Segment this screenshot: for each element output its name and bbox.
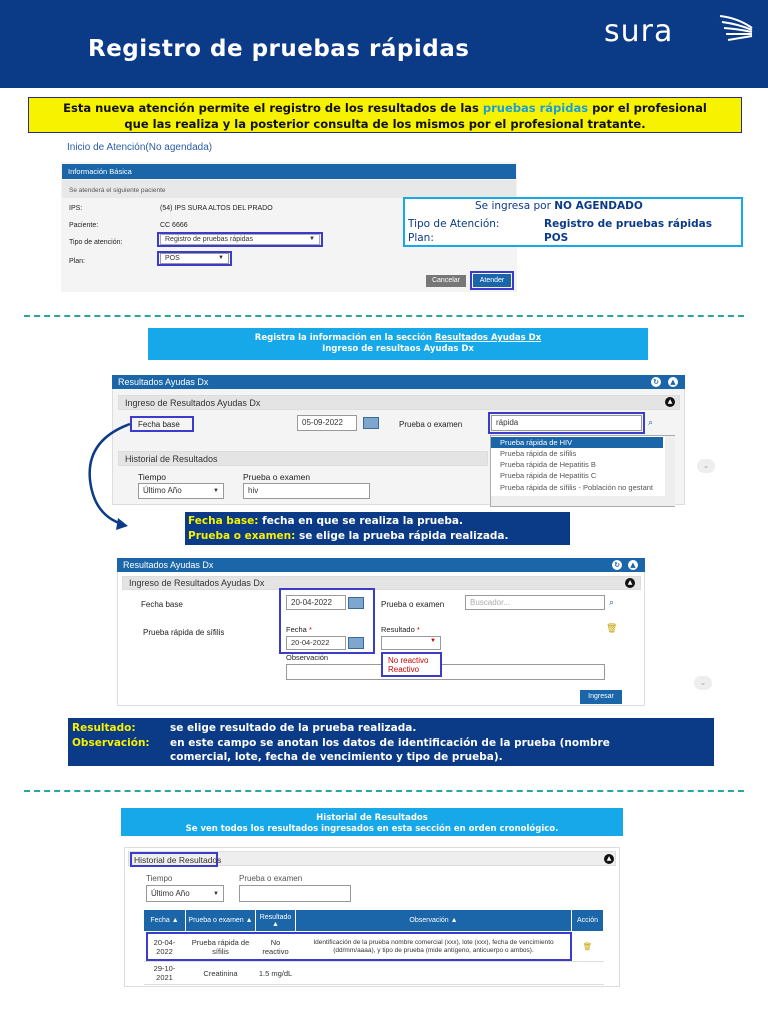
step2-panel-title: Resultados Ayudas Dx bbox=[112, 375, 685, 389]
callout-heading bbox=[475, 200, 643, 212]
intro-text-2: por el profesional bbox=[588, 101, 707, 115]
col-resultado[interactable]: Resultado ▲ bbox=[256, 910, 296, 932]
hist-collapse-icon[interactable]: ▲ bbox=[604, 854, 614, 864]
type-select[interactable] bbox=[160, 234, 320, 245]
step4-label-line2: Se ven todos los resultados ingresados en esta sección en orden cronológico. bbox=[185, 824, 559, 834]
plan-chevron-down-icon: ▼ bbox=[218, 255, 224, 261]
dropdown-scrollbar[interactable] bbox=[665, 436, 675, 496]
step1-panel-title: Información Básica bbox=[62, 164, 516, 179]
type-label: Tipo de atención: bbox=[69, 239, 123, 246]
row1-obs bbox=[296, 962, 572, 985]
row1-resultado: 1.5 mg/dL bbox=[256, 962, 296, 985]
note-val-obs-2: comercial, lote, fecha de vencimiento y tipo de prueba). bbox=[170, 751, 503, 763]
note-val-resultado: se elige resultado de la prueba realizada. bbox=[170, 722, 417, 734]
row-highlight bbox=[146, 932, 572, 961]
collapse-icon[interactable]: ▲ bbox=[668, 377, 678, 387]
row0-obs: Identificación de la prueba nombre comercial (xxx), lote (xxx), fecha de vencimiento (dd/mm/aaaa), y tipo de prueba (mide antígeno, anticuerpo o ambos). bbox=[296, 932, 572, 962]
plan-select-value: POS bbox=[165, 255, 180, 262]
note-key-fecha: Fecha base: bbox=[188, 515, 259, 527]
col-fecha[interactable]: Fecha ▲ bbox=[144, 910, 186, 932]
s3-prueba-input[interactable]: Buscador... bbox=[465, 595, 605, 610]
note-val-fecha: fecha en que se realiza la prueba. bbox=[258, 515, 463, 527]
prueba2-input[interactable]: hiv bbox=[243, 483, 370, 499]
col-observacion-label: Observación bbox=[409, 917, 449, 924]
s3-obs-input[interactable] bbox=[286, 664, 605, 680]
tiempo-chevron-down-icon: ▼ bbox=[213, 488, 219, 494]
s4-tiempo-label: Tiempo bbox=[146, 874, 173, 883]
row1-prueba: Creatinina bbox=[186, 962, 256, 985]
scroll-down-icon-2[interactable]: ⌄ bbox=[694, 676, 712, 690]
row0-action[interactable] bbox=[572, 932, 604, 962]
tiempo-value: Último Año bbox=[143, 486, 182, 495]
prueba-dropdown bbox=[490, 435, 675, 507]
tiempo-label: Tiempo bbox=[138, 472, 167, 482]
scroll-down-icon[interactable]: ⌄ bbox=[697, 459, 715, 473]
callout-heading-bold: NO AGENDADO bbox=[554, 200, 643, 212]
col-prueba-label: Prueba o examen bbox=[188, 917, 244, 924]
step2-label-line2: Ingreso de resultaos Ayudas Dx bbox=[322, 344, 474, 354]
page-title: Registro de pruebas rápidas bbox=[88, 36, 470, 62]
type-chevron-down-icon: ▼ bbox=[309, 236, 315, 242]
dropdown-option-2[interactable]: Prueba rápida de Hepatitis B bbox=[500, 460, 596, 469]
table-header-row bbox=[144, 910, 604, 932]
ips-value: (54) IPS SURA ALTOS DEL PRADO bbox=[160, 205, 273, 212]
note-val-prueba: se elige la prueba rápida realizada. bbox=[295, 530, 509, 542]
resultado-option-0[interactable]: No reactivo bbox=[388, 656, 429, 665]
ips-label: IPS: bbox=[69, 205, 83, 212]
intro-text-3: que las realiza y la posterior consulta de los mismos por el profesional tratante. bbox=[124, 117, 646, 131]
step1-callout bbox=[403, 197, 743, 247]
s4-prueba-label: Prueba o examen bbox=[239, 874, 303, 883]
dropdown-option-4[interactable]: Prueba rápida de sífilis - Población no gestant bbox=[500, 483, 654, 492]
plan-label: Plan: bbox=[69, 258, 85, 265]
patient-label: Paciente: bbox=[69, 222, 99, 229]
sura-logo bbox=[604, 12, 754, 52]
dropdown-option-0[interactable]: Prueba rápida de HIV bbox=[491, 437, 663, 448]
step1-page-title: Inicio de Atención(No agendada) bbox=[67, 142, 213, 153]
callout-heading-pre: Se ingresa por bbox=[475, 200, 555, 212]
s3-obs-label: Observación bbox=[286, 653, 329, 662]
s3-fecha-input[interactable]: 20-04-2022 bbox=[286, 636, 346, 650]
col-resultado-label: Resultado bbox=[259, 913, 292, 921]
patient-value: CC 6666 bbox=[160, 222, 188, 229]
row0-trash-icon[interactable]: 🗑 bbox=[582, 942, 593, 951]
callout-row1-label: Tipo de Atención: bbox=[408, 218, 500, 230]
sub-collapse-icon[interactable]: ▲ bbox=[665, 397, 675, 407]
calendar-icon-3[interactable] bbox=[348, 637, 364, 649]
intro-text-1: Esta nueva atención permite el registro de los resultados de las bbox=[63, 101, 483, 115]
step4-hist-title: Historial de Resultados bbox=[134, 855, 222, 865]
row1-action bbox=[572, 962, 604, 985]
col-accion-label: Acción bbox=[576, 917, 598, 924]
row0-prueba: Prueba rápida de sífilis bbox=[186, 932, 256, 962]
intro-banner bbox=[28, 97, 742, 133]
logo-wing-icon bbox=[718, 12, 754, 46]
divider-1 bbox=[24, 315, 744, 317]
note-key-resultado: Resultado: bbox=[72, 722, 136, 734]
callout-row2-value: POS bbox=[544, 232, 569, 244]
table-row bbox=[144, 962, 604, 985]
intro-highlight: pruebas rápidas bbox=[482, 101, 589, 115]
prueba-input[interactable]: rápida bbox=[491, 415, 642, 431]
step4-label bbox=[121, 808, 623, 836]
fecha-base-input[interactable]: 05-09-2022 bbox=[297, 415, 357, 431]
note-key-obs: Observación: bbox=[72, 737, 150, 749]
step2-note bbox=[185, 512, 570, 545]
s3-prueba-label: Prueba o examen bbox=[381, 600, 445, 609]
submit-button[interactable]: Ingresar bbox=[580, 690, 622, 704]
calendar-icon-2[interactable] bbox=[348, 597, 364, 609]
resultado-chevron-down-icon: ▼ bbox=[430, 638, 436, 644]
calendar-icon[interactable] bbox=[363, 417, 379, 429]
resultado-options-highlight bbox=[381, 652, 442, 677]
step2-label-link: Resultados Ayudas Dx bbox=[434, 333, 542, 343]
s3-resultado-select[interactable] bbox=[381, 636, 441, 650]
sub-collapse-icon-2[interactable]: ▲ bbox=[625, 578, 635, 588]
s3-resultado-label-text: Resultado bbox=[381, 625, 415, 634]
s3-fecha-base-label: Fecha base bbox=[141, 600, 183, 609]
callout-row1-value: Registro de pruebas rápidas bbox=[544, 218, 712, 230]
s3-fecha-label: Fecha * bbox=[286, 625, 312, 634]
type-select-value: Registro de pruebas rápidas bbox=[165, 236, 253, 243]
step3-panel-title: Resultados Ayudas Dx bbox=[117, 558, 645, 572]
trash-icon[interactable]: 🗑 bbox=[606, 624, 618, 634]
curved-arrow-icon bbox=[84, 420, 144, 535]
s3-test-name: Prueba rápida de sífilis bbox=[143, 628, 225, 637]
divider-2 bbox=[24, 790, 744, 792]
tiempo-select[interactable] bbox=[138, 483, 224, 499]
s3-fecha-label-text: Fecha bbox=[286, 625, 307, 634]
search-icon-2[interactable]: ⌕ bbox=[609, 598, 615, 608]
s4-tiempo-value: Último Año bbox=[151, 889, 190, 898]
note-val-obs: en este campo se anotan los datos de identificación de la prueba (nombre bbox=[170, 737, 610, 749]
attend-button[interactable]: Atender bbox=[473, 274, 511, 287]
step3-note bbox=[68, 718, 714, 766]
col-fecha-label: Fecha bbox=[150, 917, 170, 924]
prueba2-label: Prueba o examen bbox=[243, 472, 311, 482]
row0-fecha: 20-04-2022 bbox=[144, 932, 186, 962]
col-prueba[interactable]: Prueba o examen ▲ bbox=[186, 910, 256, 932]
dropdown-hscrollbar[interactable] bbox=[491, 496, 675, 506]
collapse-icon-2[interactable]: ▲ bbox=[628, 560, 638, 570]
step2-sub-title: Ingreso de Resultados Ayudas Dx bbox=[118, 395, 680, 410]
row1-fecha: 29-10-2021 bbox=[144, 962, 186, 985]
step2-label-pre: Registra la información en la sección bbox=[254, 333, 435, 343]
s4-tiempo-select[interactable] bbox=[146, 885, 224, 902]
step1-notice: Se atenderá el siguiente paciente bbox=[69, 187, 166, 194]
refresh-icon-2[interactable]: ↻ bbox=[612, 560, 622, 570]
logo-text: sura bbox=[604, 14, 674, 49]
dropdown-option-1[interactable]: Prueba rápida de sífilis bbox=[500, 449, 577, 458]
resultado-option-1[interactable]: Reactivo bbox=[388, 665, 420, 674]
step4-label-line1: Historial de Resultados bbox=[316, 813, 428, 823]
col-observacion[interactable]: Observación ▲ bbox=[296, 910, 572, 932]
col-accion bbox=[572, 910, 604, 932]
s3-fecha-base-input[interactable]: 20-04-2022 bbox=[286, 595, 346, 610]
cancel-button[interactable]: Cancelar bbox=[426, 275, 466, 287]
step2-hist-title: Historial de Resultados bbox=[118, 451, 488, 466]
step2-label bbox=[148, 328, 648, 360]
row0-resultado: No reactivo bbox=[256, 932, 296, 962]
step3-sub-title: Ingreso de Resultados Ayudas Dx bbox=[122, 576, 641, 590]
s3-resultado-label: Resultado * bbox=[381, 625, 420, 634]
callout-row2-label: Plan: bbox=[408, 232, 434, 244]
s4-tiempo-chevron-down-icon: ▼ bbox=[213, 891, 219, 897]
plan-select[interactable] bbox=[160, 253, 229, 264]
prueba-label: Prueba o examen bbox=[399, 420, 463, 429]
header-banner bbox=[0, 0, 768, 88]
note-key-prueba: Prueba o examen: bbox=[188, 530, 296, 542]
refresh-icon[interactable]: ↻ bbox=[651, 377, 661, 387]
s4-prueba-input[interactable] bbox=[239, 885, 351, 902]
dropdown-option-3[interactable]: Prueba rápida de Hepatitis C bbox=[500, 471, 597, 480]
fecha-base-label: Fecha base bbox=[138, 420, 180, 429]
search-icon[interactable]: ⌕ bbox=[648, 418, 654, 428]
